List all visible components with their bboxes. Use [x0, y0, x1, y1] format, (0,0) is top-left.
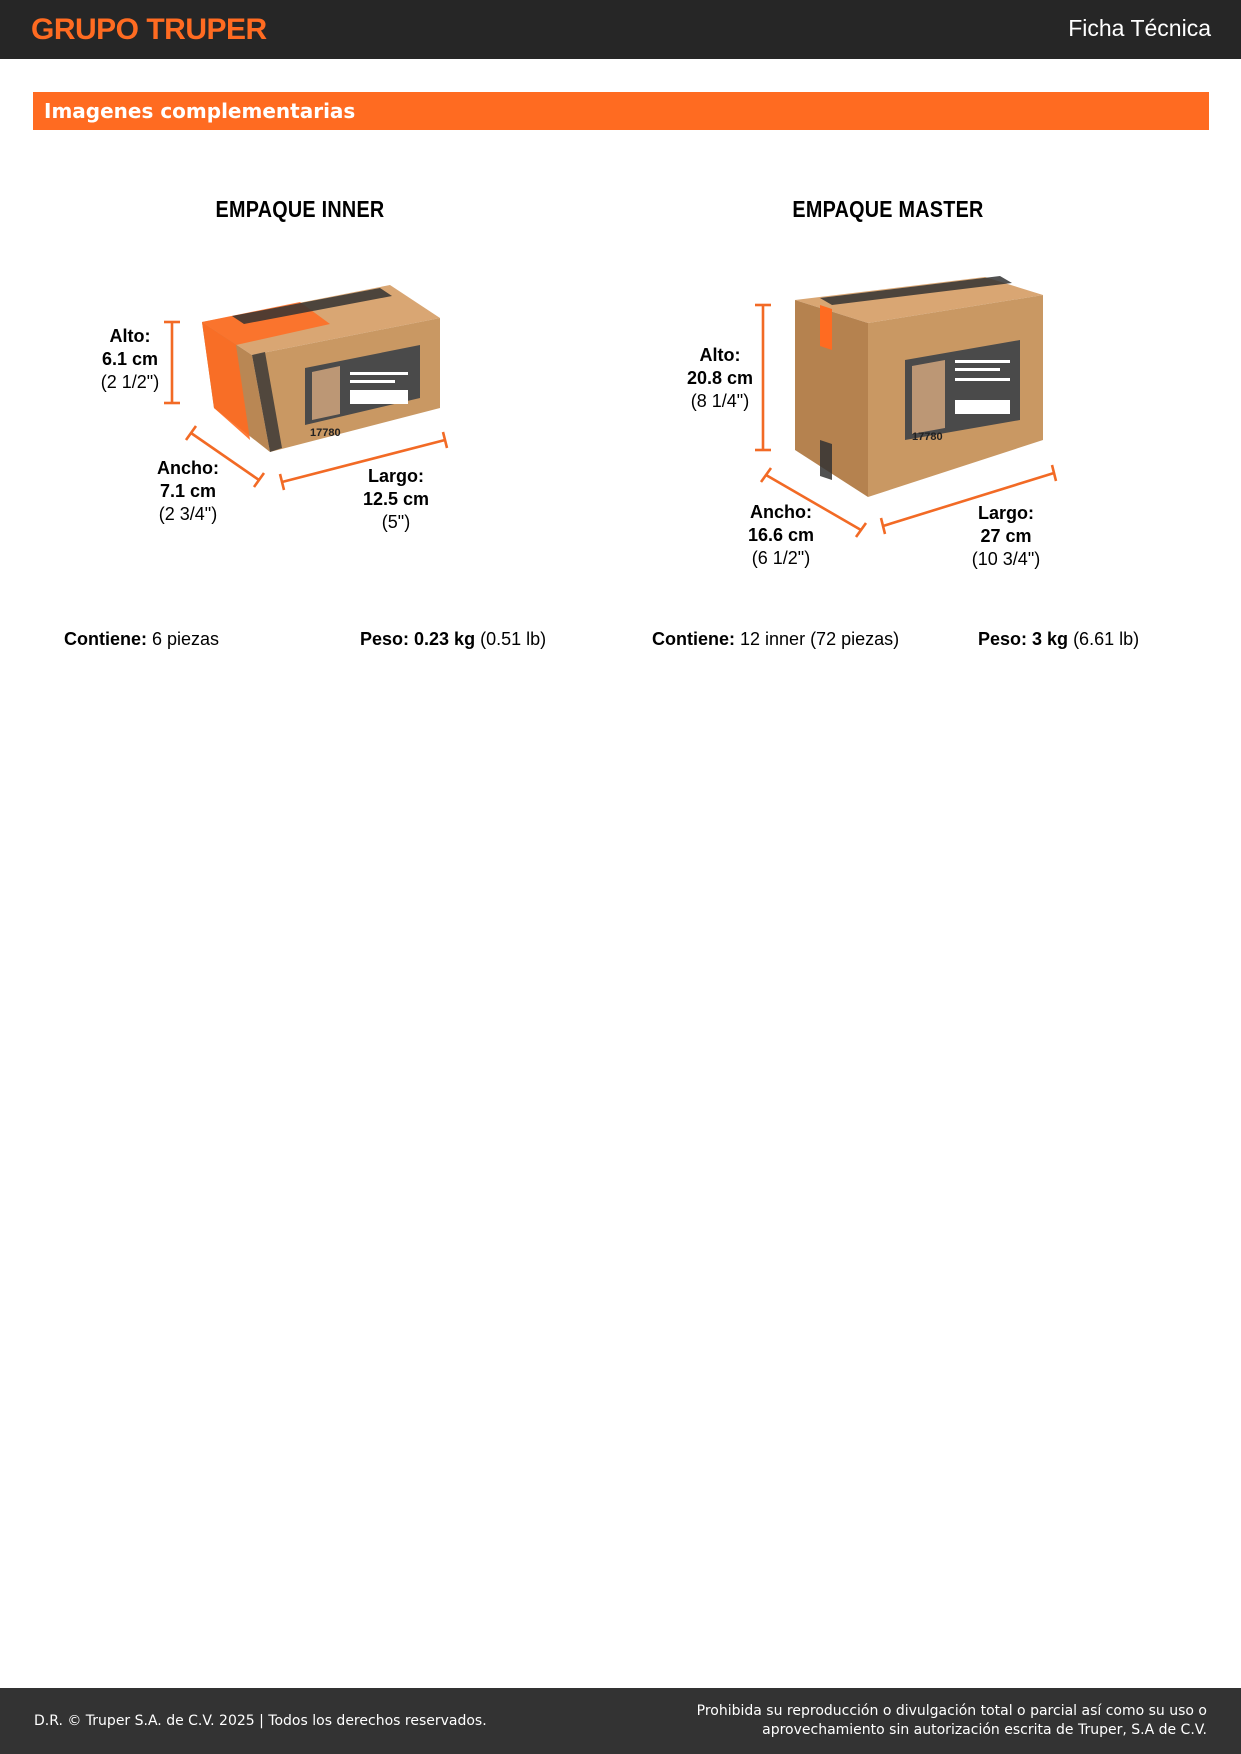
- inner-alto-label: Alto: 6.1 cm (2 1/2"): [100, 326, 160, 392]
- inner-box-code: 17780: [310, 427, 341, 439]
- grupo-truper-logo: GRUPO TRUPER: [31, 13, 267, 46]
- master-box-image: [795, 276, 1043, 497]
- section-title: Imagenes complementarias: [44, 99, 356, 123]
- legal-notice: [647, 1702, 1207, 1740]
- master-peso: Peso: 3 kg (6.61 lb): [978, 629, 1140, 649]
- document-title: Ficha Técnica: [1068, 15, 1211, 41]
- legal-notice-line-2: aprovechamiento sin autorización escrita de Truper, S.A de C.V.: [762, 1722, 1207, 1738]
- master-box-code: 17780: [912, 431, 943, 443]
- master-largo-label: Largo: 27 cm (10 3/4"): [971, 503, 1041, 569]
- inner-box-image: [202, 285, 440, 452]
- inner-ancho-label: Ancho: 7.1 cm (2 3/4"): [157, 458, 219, 524]
- packaging-illustrations: [0, 0, 1241, 700]
- master-package-heading: EMPAQUE MASTER: [792, 196, 984, 222]
- inner-peso: Peso: 0.23 kg (0.51 lb): [360, 629, 547, 649]
- master-contiene: Contiene: 12 inner (72 piezas): [652, 629, 900, 649]
- inner-package-heading: EMPAQUE INNER: [215, 196, 385, 222]
- inner-contiene: Contiene: 6 piezas: [64, 629, 220, 649]
- master-alto-label: Alto: 20.8 cm (8 1/4"): [686, 345, 754, 411]
- legal-notice-line-1: Prohibida su reproducción o divulgación total o parcial así como su uso o: [696, 1703, 1207, 1719]
- inner-largo-label: Largo: 12.5 cm (5"): [362, 466, 430, 532]
- master-ancho-label: Ancho: 16.6 cm (6 1/2"): [747, 502, 815, 568]
- copyright-notice: D.R. © Truper S.A. de C.V. 2025 | Todos los derechos reservados.: [34, 1713, 487, 1729]
- page-footer: [0, 1688, 1241, 1754]
